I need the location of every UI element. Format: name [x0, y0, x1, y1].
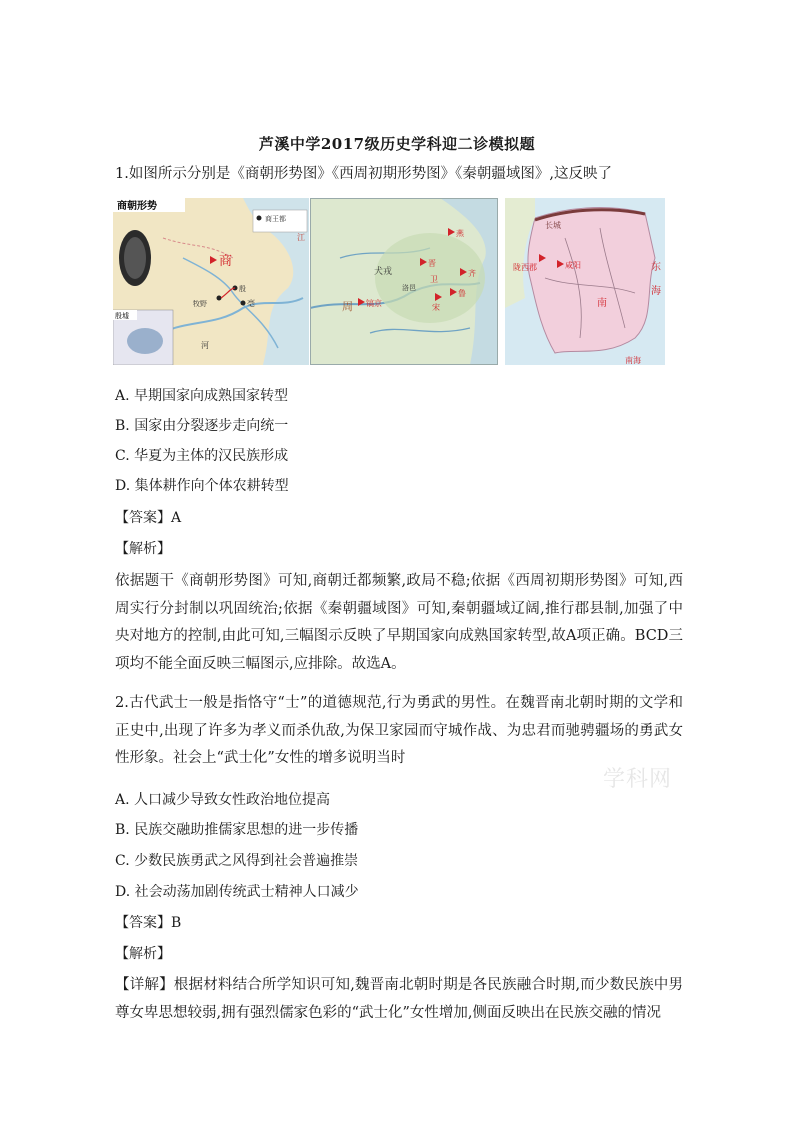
great-wall-label: 长城 — [545, 221, 561, 230]
question-1-analysis: 依据题干《商朝形势图》可知,商朝迁都频繁,政局不稳;依据《西周初期形势图》可知,西周实行分封制以巩固统治;依据《秦朝疆域图》可知,秦朝疆域辽阔,推行郡县制,加强了中央对地方的控制,由此可知,三幅图示反映了早期国家向成熟国家转型,故A项正确。BCD三项均不能全面反映三幅图示,应排除。故选A。 — [115, 573, 683, 672]
qin-south-label: 南 — [597, 298, 607, 309]
yin-label: 殷 — [239, 285, 246, 293]
qin-map — [505, 198, 665, 365]
page-title: 芦溪中学2017级历史学科迎二诊模拟题 — [258, 135, 536, 153]
quanrong-label: 犬戎 — [374, 267, 393, 277]
question-1-maps — [113, 198, 665, 365]
jiang-label: 江 — [297, 233, 305, 242]
zhou-label: 周 — [342, 300, 353, 313]
question-1-option-d: D. 集体耕作向个体农耕转型 — [115, 478, 289, 494]
nanhai-label: 南海 — [625, 356, 641, 365]
he-label: 河 — [201, 341, 209, 350]
question-1-stem: 1.如图所示分别是《商朝形势图》《西周初期形势图》《秦朝疆域图》,这反映了 — [115, 166, 612, 182]
watermark: 学科网 — [603, 767, 673, 792]
question-1-option-c: C. 华夏为主体的汉民族形成 — [115, 448, 289, 464]
shang-label: 商 — [219, 254, 233, 269]
shang-legend-label: 商王都 — [265, 215, 286, 223]
longxi-label: 陇西郡 — [513, 263, 537, 272]
question-1-option-a: A. 早期国家向成熟国家转型 — [115, 388, 289, 404]
haojing-label: 镐京 — [366, 299, 382, 308]
question-2-stem: 2.古代武士一般是指恪守“士”的道德规范,行为勇武的男性。在魏晋南北朝时期的文学和正史中,出现了许多为孝义而杀仇敌,为保卫家园而守城作战、为忠君而驰骋疆场的勇武女性形象。社会上“武士化”女性的增多说明当时 — [115, 695, 683, 766]
wei-label: 卫 — [430, 275, 438, 284]
yan-label: 燕 — [456, 229, 464, 238]
shang-inset-label: 殷墟 — [115, 312, 129, 320]
xianyang-label: 咸阳 — [565, 261, 581, 270]
question-2-analysis: 【详解】根据材料结合所学知识可知,魏晋南北朝时期是各民族融合时期,而少数民族中男尊女卑思想较弱,拥有强烈儒家色彩的“武士化”女性增加,侧面反映出在民族交融的情况 — [115, 977, 683, 1021]
luoyi-label: 洛邑 — [402, 284, 416, 292]
question-2-option-b: B. 民族交融助推儒家思想的进一步传播 — [115, 822, 359, 838]
qin-sea-label: 海 — [651, 286, 661, 297]
question-1-analysis-label: 【解析】 — [115, 541, 171, 557]
muye-label: 牧野 — [193, 300, 207, 308]
question-2-analysis-label: 【解析】 — [115, 946, 171, 962]
qi-label: 齐 — [468, 269, 476, 278]
lu-label: 鲁 — [458, 289, 466, 298]
qin-east-label: 东 — [651, 262, 661, 273]
song-label: 宋 — [432, 303, 440, 312]
shang-map — [113, 198, 309, 365]
jin-label: 晋 — [428, 259, 436, 268]
question-2-option-c: C. 少数民族勇武之风得到社会普遍推崇 — [115, 853, 359, 869]
shang-map-title: 商朝形势 — [117, 201, 157, 212]
question-2-option-d: D. 社会动荡加剧传统武士精神人口减少 — [115, 884, 359, 900]
question-1-option-b: B. 国家由分裂逐步走向统一 — [115, 418, 289, 434]
question-2-answer: 【答案】B — [115, 915, 182, 931]
bo-label: 亳 — [247, 299, 255, 308]
zhou-map — [310, 198, 498, 365]
question-2-option-a: A. 人口减少导致女性政治地位提高 — [115, 792, 331, 808]
question-1-answer: 【答案】A — [115, 510, 182, 526]
